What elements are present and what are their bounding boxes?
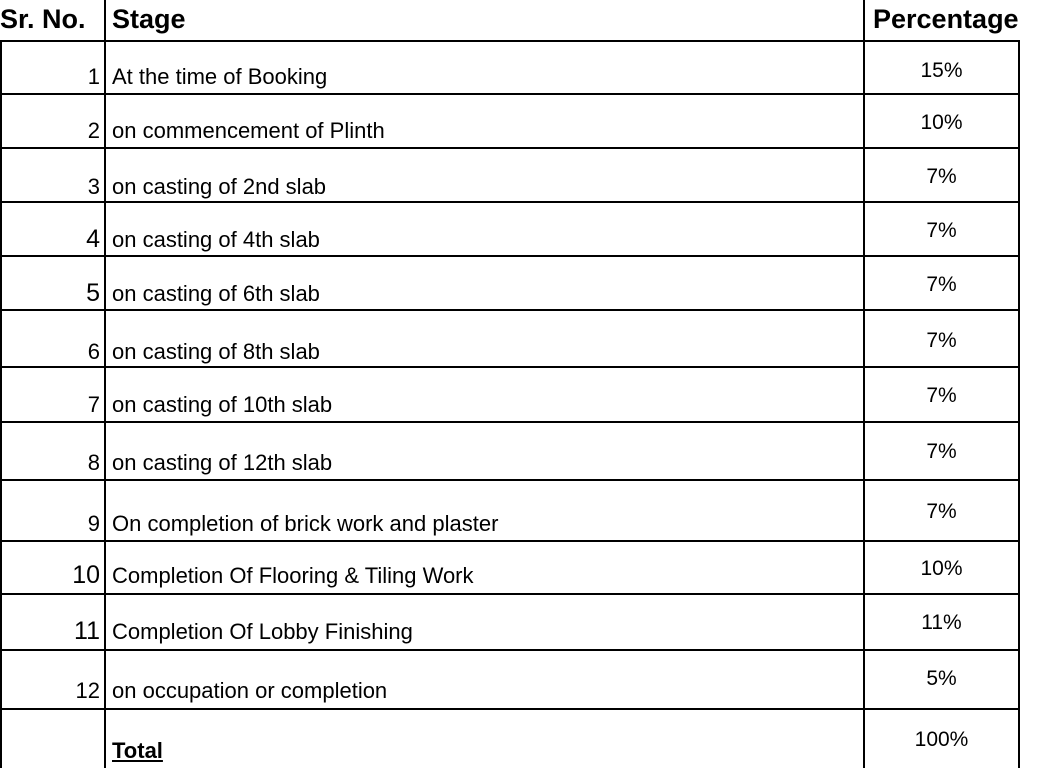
row-stage: on casting of 2nd slab xyxy=(112,174,327,199)
row-sr-no: 4 xyxy=(86,225,100,253)
row-sr-no: 7 xyxy=(87,392,100,417)
row-percentage: 5% xyxy=(926,667,957,690)
row-divider xyxy=(0,593,1020,595)
row-percentage: 7% xyxy=(926,219,957,242)
row-sr-no: 1 xyxy=(87,64,100,89)
row-sr-no: 12 xyxy=(75,678,100,703)
row-sr-no: 9 xyxy=(87,511,100,536)
row-sr-no: 10 xyxy=(72,561,100,589)
row-divider xyxy=(0,147,1020,149)
row-sr-no: 11 xyxy=(74,617,100,645)
row-stage: on casting of 6th slab xyxy=(112,281,320,306)
row-divider xyxy=(0,255,1020,257)
row-divider xyxy=(0,421,1020,423)
row-divider xyxy=(0,479,1020,481)
column-divider xyxy=(104,0,106,768)
total-percentage: 100% xyxy=(914,728,969,751)
row-stage: on casting of 12th slab xyxy=(112,450,333,475)
row-percentage: 10% xyxy=(920,557,963,580)
row-percentage: 7% xyxy=(926,329,957,352)
row-percentage: 7% xyxy=(926,384,957,407)
row-percentage: 7% xyxy=(926,165,957,188)
header-sr-no: Sr. No. xyxy=(0,4,86,34)
row-divider xyxy=(0,40,1020,42)
row-stage: Completion Of Flooring & Tiling Work xyxy=(112,563,474,588)
row-percentage: 11% xyxy=(921,611,962,634)
row-sr-no: 2 xyxy=(87,118,100,143)
row-divider xyxy=(0,540,1020,542)
row-sr-no: 8 xyxy=(87,450,100,475)
row-divider xyxy=(0,93,1020,95)
row-stage: At the time of Booking xyxy=(112,64,328,89)
row-stage: on casting of 8th slab xyxy=(112,339,320,364)
row-sr-no: 6 xyxy=(87,339,100,364)
header-percentage: Percentage xyxy=(873,4,1019,34)
row-stage: Completion Of Lobby Finishing xyxy=(112,619,413,644)
row-sr-no: 3 xyxy=(87,174,100,199)
row-sr-no: 5 xyxy=(86,279,100,307)
row-percentage: 7% xyxy=(926,440,957,463)
row-stage: on occupation or completion xyxy=(112,678,388,703)
row-stage: on casting of 4th slab xyxy=(112,227,320,252)
column-divider xyxy=(1018,40,1020,768)
row-percentage: 10% xyxy=(920,111,963,134)
row-divider xyxy=(0,201,1020,203)
total-label: Total xyxy=(112,738,163,763)
row-stage: on casting of 10th slab xyxy=(112,392,333,417)
row-percentage: 7% xyxy=(926,273,957,296)
row-divider xyxy=(0,366,1020,368)
row-percentage: 7% xyxy=(926,500,957,523)
row-divider xyxy=(0,649,1020,651)
row-stage: on commencement of Plinth xyxy=(112,118,385,143)
header-stage: Stage xyxy=(112,4,186,34)
row-stage: On completion of brick work and plaster xyxy=(112,511,499,536)
row-divider xyxy=(0,708,1020,710)
row-divider xyxy=(0,309,1020,311)
row-percentage: 15% xyxy=(920,59,963,82)
